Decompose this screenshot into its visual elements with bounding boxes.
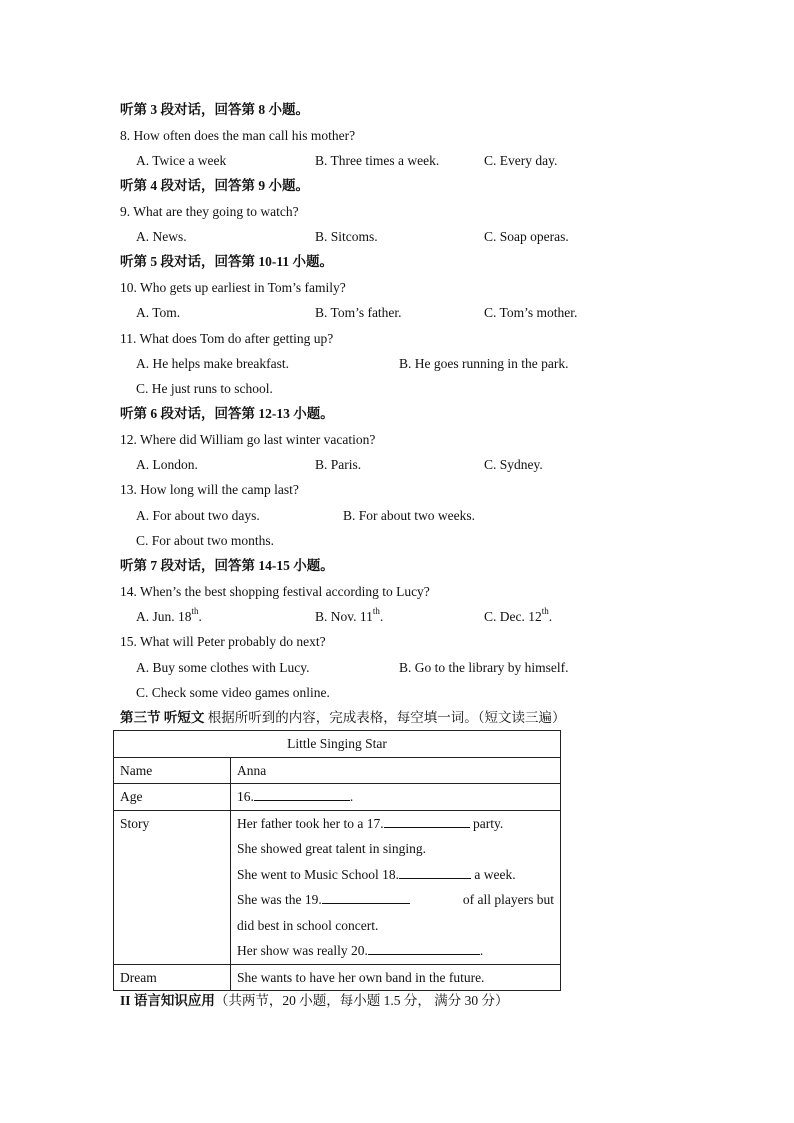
q9-option-b: B. Sitcoms. — [315, 229, 378, 244]
story-line-3-end: a week. — [471, 866, 516, 882]
q14-option-b-text: B. Nov. 11 — [315, 609, 373, 624]
section-heading-4: 听第 4 段对话，回答第 9 小题。 — [120, 178, 309, 193]
blank-19[interactable] — [322, 890, 410, 904]
q13-option-c: C. For about two months. — [136, 533, 275, 548]
age-cell: 16. . — [231, 784, 561, 811]
question-11: 11. What does Tom do after getting up? — [120, 331, 334, 346]
q8-option-a: A. Twice a week — [136, 153, 227, 168]
q15-option-b: B. Go to the library by himself. — [399, 660, 569, 675]
age-label: Age — [114, 784, 231, 811]
question-10: 10. Who gets up earliest in Tom’s family? — [120, 280, 346, 295]
question-9: 9. What are they going to watch? — [120, 204, 299, 219]
story-line-6-text: Her show was really 20. — [237, 943, 368, 958]
story-line-3-text: She went to Music School 18. — [237, 866, 399, 882]
question-13: 13. How long will the camp last? — [120, 482, 299, 497]
q14-option-a-text: A. Jun. 18 — [136, 609, 192, 624]
dream-label: Dream — [114, 964, 231, 991]
blank-18[interactable] — [399, 865, 471, 879]
q10-option-a: A. Tom. — [136, 305, 181, 320]
part-2-heading — [120, 992, 509, 1010]
q14-option-b-sup: th — [372, 605, 380, 616]
part-3-title: 第三节 听短文 — [120, 710, 205, 725]
q10-option-b: B. Tom’s father. — [315, 305, 402, 320]
q13-option-a: A. For about two days. — [136, 508, 260, 523]
section-heading-5: 听第 5 段对话，回答第 10-11 小题。 — [120, 254, 334, 269]
question-14: 14. When’s the best shopping festival according to Lucy? — [120, 584, 430, 599]
part-3-instructions: 根据所听到的内容，完成表格，每空填一词。（短文读三遍） — [204, 710, 566, 725]
story-line-3 — [237, 862, 554, 888]
blank-20[interactable] — [368, 941, 480, 955]
story-line-4-end: of all players but — [462, 892, 554, 907]
q15-option-a: A. Buy some clothes with Lucy. — [136, 660, 310, 675]
q11-option-c: C. He just runs to school. — [136, 381, 273, 396]
story-line-4-text: She was the 19. — [237, 892, 322, 907]
blank-16[interactable] — [254, 787, 350, 801]
q8-option-c: C. Every day. — [484, 153, 558, 168]
listening-table — [113, 730, 561, 991]
q14-option-c: C. Dec. 12th. — [484, 605, 553, 624]
part-2-title: II 语言知识应用 — [120, 993, 215, 1008]
q14-option-a-sup: th — [191, 605, 199, 616]
q8-option-b: B. Three times a week. — [315, 153, 440, 168]
story-line-5: did best in school concert. — [237, 917, 379, 933]
q12-option-c: C. Sydney. — [484, 457, 543, 472]
story-line-6 — [237, 938, 554, 964]
story-cell — [231, 810, 561, 964]
story-label: Story — [114, 810, 231, 964]
name-label: Name — [114, 757, 231, 784]
story-line-4-left — [237, 887, 410, 913]
q14-option-b: B. Nov. 11th. — [315, 605, 384, 624]
q14-option-a: A. Jun. 18th. — [136, 605, 202, 624]
q12-option-a: A. London. — [136, 457, 198, 472]
section-heading-6: 听第 6 段对话，回答第 12-13 小题。 — [120, 406, 334, 421]
question-15: 15. What will Peter probably do next? — [120, 634, 326, 649]
section-heading-3: 听第 3 段对话，回答第 8 小题。 — [120, 102, 309, 117]
question-8: 8. How often does the man call his mother? — [120, 128, 356, 143]
question-12: 12. Where did William go last winter vacation? — [120, 432, 376, 447]
q12-option-b: B. Paris. — [315, 457, 362, 472]
story-line-6-end: . — [479, 943, 484, 958]
story-line-2: She showed great talent in singing. — [237, 841, 426, 856]
section-heading-7: 听第 7 段对话，回答第 14-15 小题。 — [120, 558, 334, 573]
story-line-1-end: party. — [469, 815, 504, 831]
q10-option-c: C. Tom’s mother. — [484, 305, 578, 320]
name-value: Anna — [231, 757, 561, 784]
q11-option-b: B. He goes running in the park. — [399, 356, 569, 371]
q9-option-a: A. News. — [136, 229, 187, 244]
part-2-instructions: （共两节，20 小题，每小题 1.5 分， 满分 30 分） — [214, 993, 509, 1008]
story-line-4 — [237, 887, 554, 913]
blank-17[interactable] — [384, 814, 470, 828]
part-3-heading — [120, 709, 566, 727]
table-title: Little Singing Star — [114, 731, 561, 758]
story-line-1-text: Her father took her to a 17. — [237, 815, 384, 831]
q15-option-c: C. Check some video games online. — [136, 685, 330, 700]
q9-option-c: C. Soap operas. — [484, 229, 569, 244]
q14-option-c-sup: th — [541, 605, 549, 616]
age-value: 16. — [237, 789, 254, 804]
story-line-1 — [237, 811, 554, 837]
q14-option-c-text: C. Dec. 12 — [484, 609, 542, 624]
dream-value: She wants to have her own band in the future. — [231, 964, 561, 991]
q11-option-a: A. He helps make breakfast. — [136, 356, 289, 371]
q13-option-b: B. For about two weeks. — [343, 508, 475, 523]
